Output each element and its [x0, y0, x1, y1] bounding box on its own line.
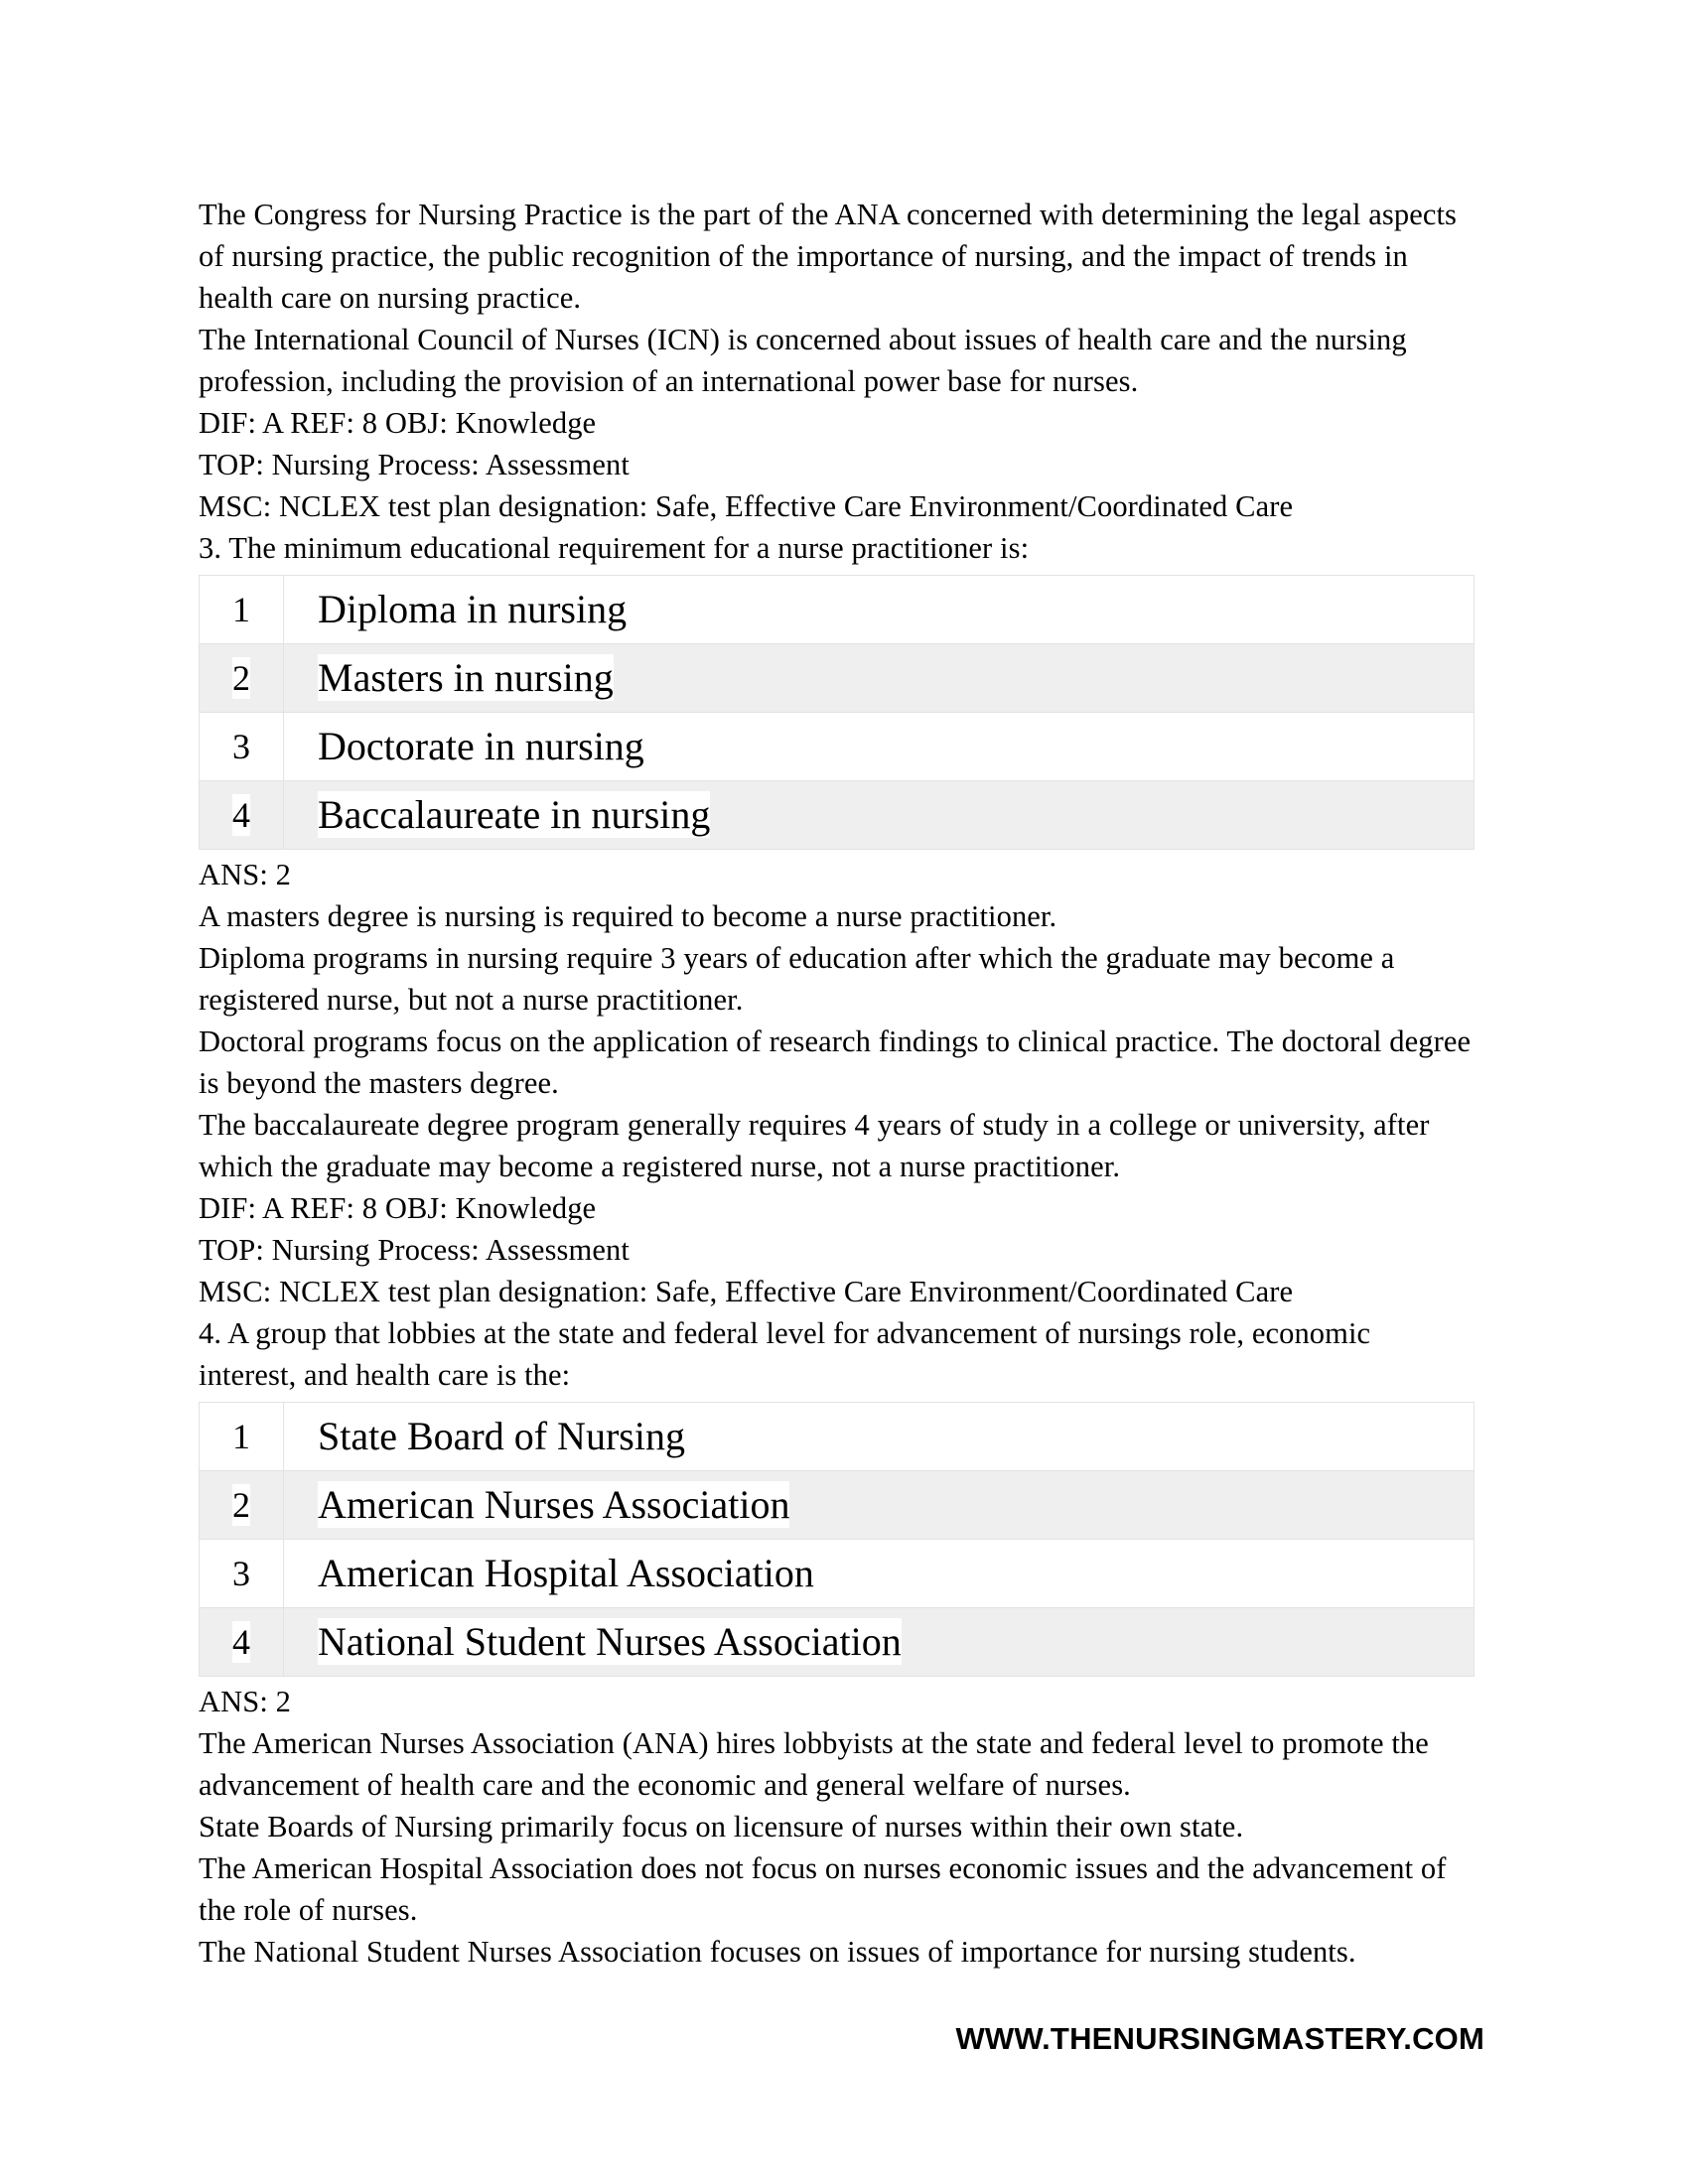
option-number: 3 [232, 727, 250, 766]
question-4-rationale-1: The American Nurses Association (ANA) hires lobbyists at the state and federal level to promote the advancement of health care and the economic and general welfare of nurses. [199, 1726, 1429, 1802]
table-row[interactable] [200, 1540, 1475, 1608]
question-3-options-table [199, 575, 1475, 850]
option-number: 1 [232, 1417, 250, 1456]
question-3-rationale-4: The baccalaureate degree program generally requires 4 years of study in a college or university, after which the graduate may become a registered nurse, not a nurse practitioner. [199, 1108, 1430, 1183]
option-number: 4 [232, 795, 250, 835]
option-number: 1 [232, 590, 250, 629]
option-number-cell [200, 1403, 284, 1471]
option-text: Baccalaureate in nursing [318, 792, 711, 837]
table-row[interactable] [200, 781, 1475, 850]
meta-top-line-2: TOP: Nursing Process: Assessment [199, 1233, 630, 1267]
option-text-cell [284, 1608, 1475, 1677]
intro-paragraph-icn: The International Council of Nurses (ICN) is concerned about issues of health care and the nursing profession, including the provision of an international power base for nurses. [199, 323, 1407, 398]
question-4-rationale-2: State Boards of Nursing primarily focus on licensure of nurses within their own state. [199, 1810, 1244, 1843]
question-3-answer: ANS: 2 [199, 858, 291, 891]
table-row[interactable] [200, 576, 1475, 644]
option-text: American Hospital Association [318, 1551, 814, 1595]
meta-msc-line-1: MSC: NCLEX test plan designation: Safe, Effective Care Environment/Coordinated Care [199, 489, 1294, 523]
question-3-rationale-2: Diploma programs in nursing require 3 years of education after which the graduate may become a registered nurse, but not a nurse practitioner. [199, 941, 1395, 1017]
option-text: Diploma in nursing [318, 587, 628, 631]
meta-dif-line-2: DIF: A REF: 8 OBJ: Knowledge [199, 1191, 597, 1225]
option-number-cell [200, 1471, 284, 1540]
option-text-cell [284, 781, 1475, 850]
option-number-cell [200, 781, 284, 850]
option-number: 2 [232, 658, 250, 698]
option-text: Doctorate in nursing [318, 724, 644, 768]
question-3-rationale-1: A masters degree is nursing is required to become a nurse practitioner. [199, 899, 1057, 933]
question-4-rationale-4: The National Student Nurses Association focuses on issues of importance for nursing students. [199, 1935, 1356, 1969]
option-text-cell [284, 713, 1475, 781]
option-text-cell [284, 1540, 1475, 1608]
option-number-cell [200, 576, 284, 644]
question-4-options-table [199, 1402, 1475, 1677]
option-number: 2 [232, 1485, 250, 1525]
option-text: American Nurses Association [318, 1482, 790, 1527]
option-text-cell [284, 576, 1475, 644]
meta-dif-line-1: DIF: A REF: 8 OBJ: Knowledge [199, 406, 597, 440]
table-row[interactable] [200, 1403, 1475, 1471]
option-text: Masters in nursing [318, 655, 614, 700]
table-row[interactable] [200, 713, 1475, 781]
intro-paragraph-congress: The Congress for Nursing Practice is the part of the ANA concerned with determining the legal aspects of nursing practice, the public recognition of the importance of nursing, and the impact of trends in health care on nursing practice. [199, 198, 1458, 315]
footer-website: WWW.THENURSINGMASTERY.COM [955, 2021, 1484, 2056]
option-number-cell [200, 1608, 284, 1677]
option-number-cell [200, 644, 284, 713]
option-number-cell [200, 1540, 284, 1608]
option-number: 4 [232, 1622, 250, 1662]
option-number: 3 [232, 1554, 250, 1593]
table-row[interactable] [200, 1471, 1475, 1540]
document-content [199, 194, 1475, 1973]
meta-top-line-1: TOP: Nursing Process: Assessment [199, 448, 630, 481]
meta-msc-line-2: MSC: NCLEX test plan designation: Safe, Effective Care Environment/Coordinated Care [199, 1275, 1294, 1308]
option-text-cell [284, 1403, 1475, 1471]
question-4-stem: 4. A group that lobbies at the state and federal level for advancement of nursings role, economic interest, and health care is the: [199, 1316, 1371, 1392]
option-text: State Board of Nursing [318, 1414, 685, 1458]
question-4-answer: ANS: 2 [199, 1685, 291, 1718]
question-3-rationale-3: Doctoral programs focus on the application of research findings to clinical practice. The doctoral degree is beyond the masters degree. [199, 1024, 1472, 1100]
question-4-rationale-3: The American Hospital Association does not focus on nurses economic issues and the advancement of the role of nurses. [199, 1851, 1447, 1927]
option-text-cell [284, 1471, 1475, 1540]
table-row[interactable] [200, 644, 1475, 713]
question-3-stem: 3. The minimum educational requirement for a nurse practitioner is: [199, 531, 1030, 565]
option-text-cell [284, 644, 1475, 713]
table-row[interactable] [200, 1608, 1475, 1677]
option-number-cell [200, 713, 284, 781]
option-text: National Student Nurses Association [318, 1619, 902, 1664]
